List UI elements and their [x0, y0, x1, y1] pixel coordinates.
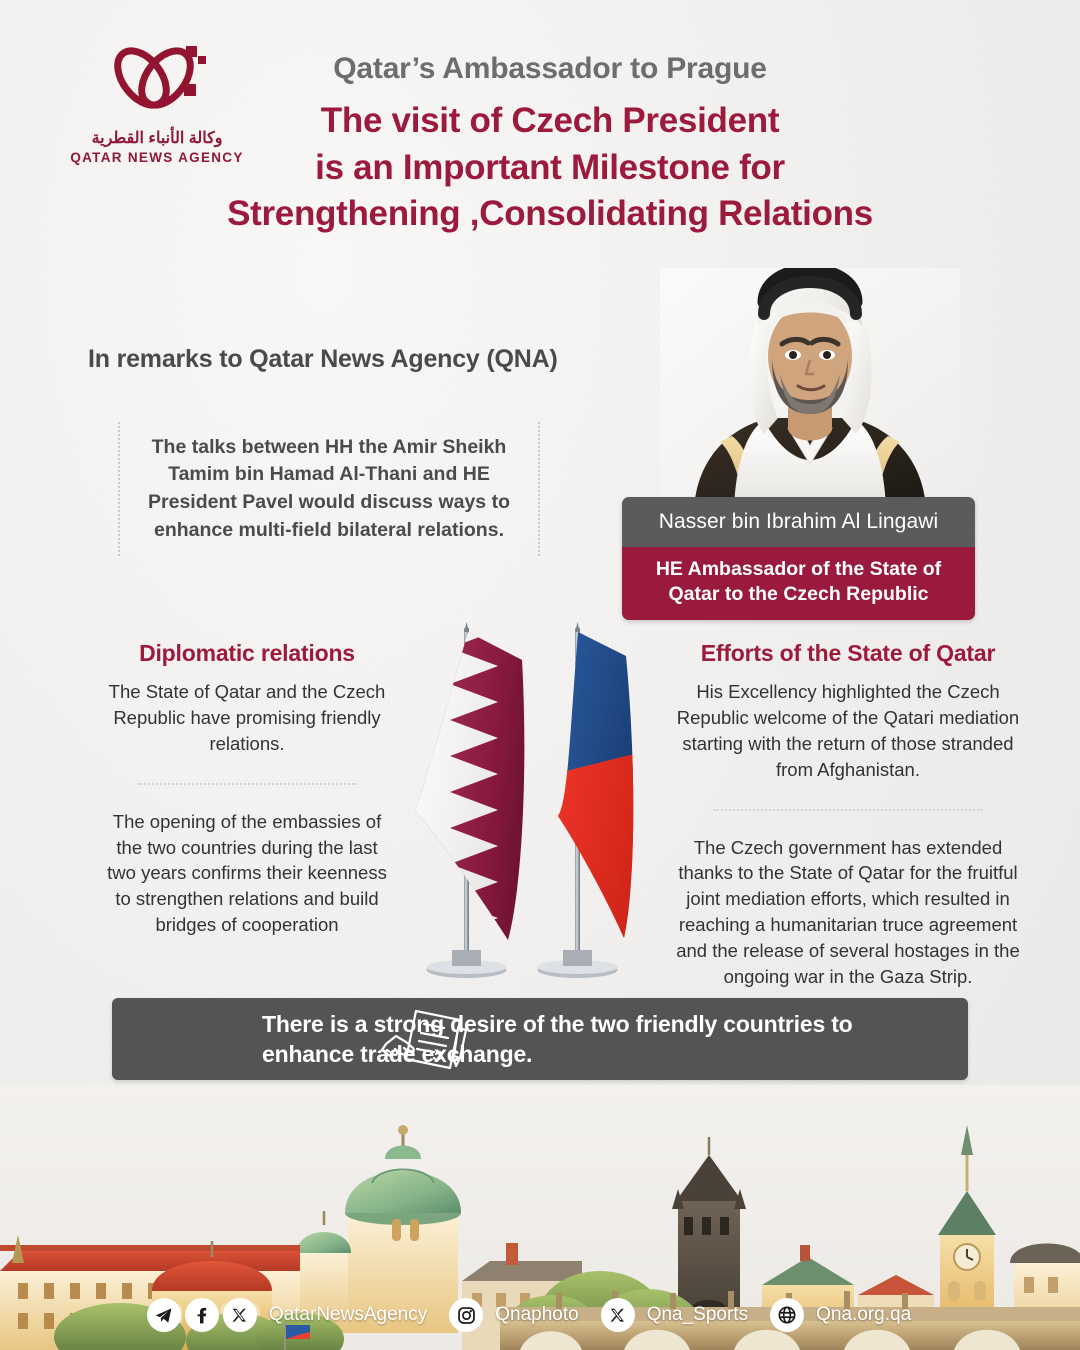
social-handle[interactable]: Qnaphoto: [495, 1304, 579, 1325]
qatar-flag-icon: [410, 620, 540, 978]
social-footer: [0, 1292, 1080, 1338]
ambassador-title: HE Ambassador of the State of Qatar to the Czech Republic: [622, 547, 975, 620]
social-group-qnasports: [601, 1298, 770, 1332]
social-handle[interactable]: QatarNewsAgency: [268, 1304, 428, 1325]
header-kicker: Qatar’s Ambassador to Prague: [333, 52, 767, 85]
czech-flag-icon: [538, 620, 651, 978]
flags-illustration: [410, 620, 660, 990]
right-column-paragraph-2: The Czech government has extended thanks to the State of Qatar for the fruitful joint mediation efforts, which resulted in reaching a humanitarian truce agreement and the release of several hostages in the ongoing war in the Gaza Strip.: [676, 836, 1020, 988]
facebook-icon[interactable]: [185, 1298, 219, 1332]
headline-line-2: is an Important Milestone for: [315, 147, 785, 187]
right-column-paragraph-1: His Excellency highlighted the Czech Republic welcome of the Qatari mediation starting with the return of those stranded from Afghanistan.: [676, 681, 1020, 780]
intro-label: In remarks to Qatar News Agency (QNA): [88, 345, 558, 373]
section-diplomatic-relations: [102, 640, 392, 938]
page-title: [150, 98, 950, 238]
social-group-website: [770, 1298, 933, 1332]
x-twitter-icon[interactable]: [601, 1298, 635, 1332]
telegram-icon[interactable]: [147, 1298, 181, 1332]
logo-name-arabic: وكالة الأنباء القطرية: [91, 130, 223, 147]
globe-icon[interactable]: [770, 1298, 804, 1332]
portrait-photo: [660, 268, 960, 508]
quote-box: [118, 422, 540, 556]
banner-text: There is a strong desire of the two friendly countries to enhance trade exchange.: [262, 1010, 853, 1067]
left-column-paragraph-2: The opening of the embassies of the two countries during the last two years confirms their keenness to strengthen relations and build bridges of cooperation: [107, 810, 387, 936]
ambassador-name: Nasser bin Ibrahim Al Lingawi: [622, 497, 975, 547]
headline-line-3: Strengthening ,Consolidating Relations: [227, 194, 873, 234]
divider: [714, 809, 982, 811]
left-column-heading: Diplomatic relations: [139, 640, 355, 666]
section-efforts-of-qatar: [672, 640, 1024, 990]
instagram-icon[interactable]: [449, 1298, 483, 1332]
social-group-qnaphoto: [449, 1298, 600, 1332]
logo-name-english: QATAR NEWS AGENCY: [70, 150, 244, 165]
left-column-paragraph-1: The State of Qatar and the Czech Republic have promising friendly relations.: [108, 681, 386, 754]
social-group-qatarnewsagency: [147, 1298, 449, 1332]
headline-line-1: The visit of Czech President: [320, 101, 780, 140]
social-handle[interactable]: Qna_Sports: [646, 1304, 749, 1325]
contract-handshake-icon: [380, 1006, 484, 1074]
divider: [137, 783, 357, 785]
quote-text: The talks between HH the Amir Sheikh Tamim bin Hamad Al-Thani and HE President Pavel would discuss ways to enhance multi-field bilateral relations.: [148, 435, 510, 541]
x-twitter-icon[interactable]: [223, 1298, 257, 1332]
social-handle[interactable]: Qna.org.qa: [816, 1304, 912, 1325]
nameplate: [622, 497, 975, 620]
two-flags-graphic: [410, 620, 660, 990]
ambassador-portrait: [660, 268, 960, 508]
trade-exchange-banner: [112, 998, 968, 1080]
right-column-heading: Efforts of the State of Qatar: [700, 640, 996, 666]
